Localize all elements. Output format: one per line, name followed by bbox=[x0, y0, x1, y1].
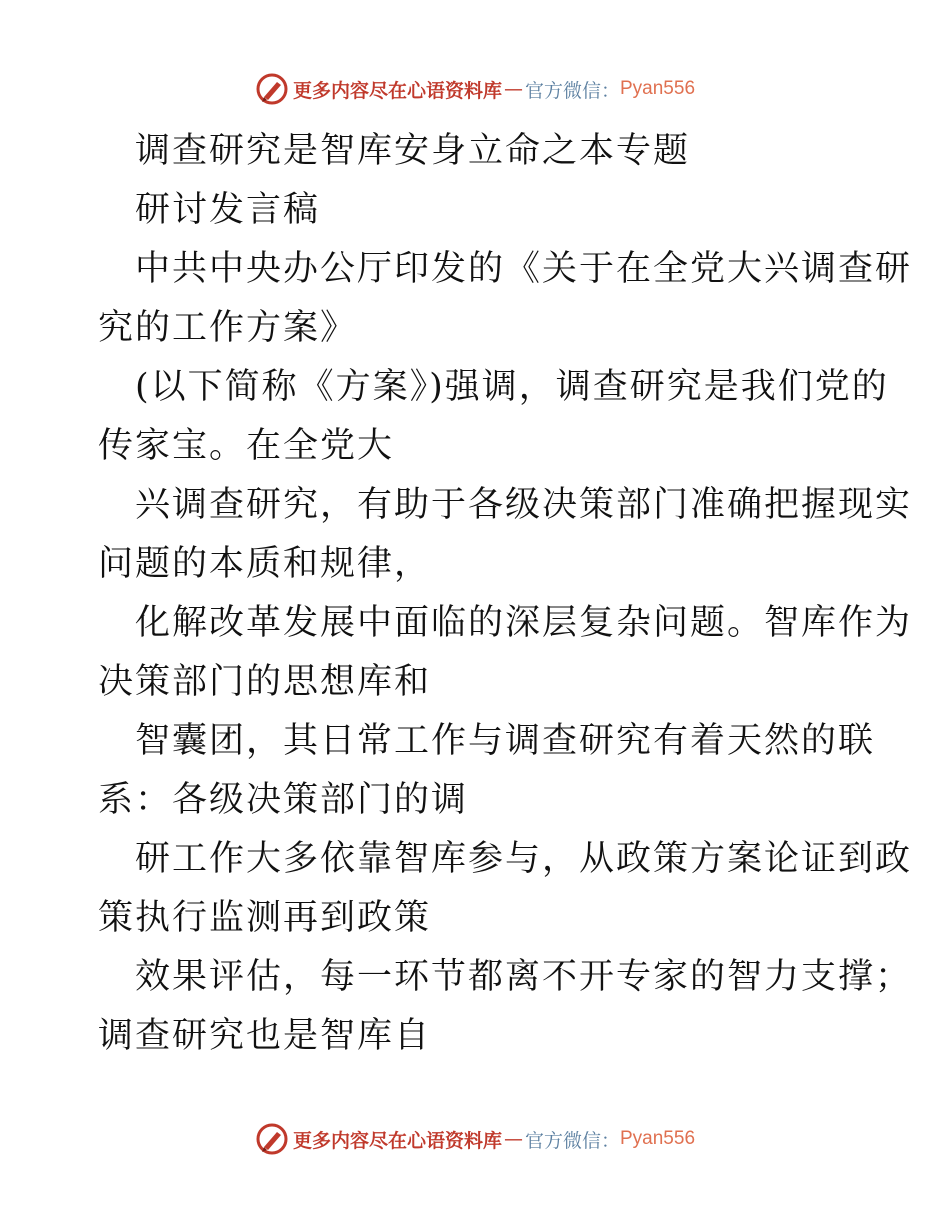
paragraph-line: 系：各级决策部门的调 bbox=[98, 780, 469, 820]
paragraph-line: 效果评估，每一环节都离不开专家的智力支撑； bbox=[135, 957, 913, 997]
paragraph bbox=[98, 122, 858, 181]
paragraph-line: 传家宝。在全党大 bbox=[98, 426, 395, 466]
paragraph-line: 调查研究也是智库自 bbox=[98, 1016, 432, 1056]
paragraph-line: 调查研究是智库安身立命之本专题 bbox=[135, 131, 691, 171]
paragraph-line: 决策部门的思想库和 bbox=[98, 662, 432, 702]
pen-logo-icon bbox=[255, 1122, 289, 1156]
paragraph-line: 中共中央办公厅印发的《关于在全党大兴调查研 bbox=[135, 249, 913, 289]
paragraph bbox=[98, 830, 913, 948]
paragraph-line: 究的工作方案》 bbox=[98, 308, 358, 348]
paragraph-line: 研工作大多依靠智库参与，从政策方案论证到政 bbox=[135, 839, 913, 879]
banner-contact-label: 官方微信： bbox=[524, 1129, 620, 1152]
footer-banner bbox=[0, 1122, 950, 1156]
paragraph bbox=[98, 358, 889, 476]
header-banner bbox=[0, 72, 950, 106]
paragraph-line: 策执行监测再到政策 bbox=[98, 898, 432, 938]
paragraph-line: 化解改革发展中面临的深层复杂问题。智库作为 bbox=[135, 603, 913, 643]
paragraph-line: 智囊团，其日常工作与调查研究有着天然的联 bbox=[135, 721, 876, 761]
banner-contact-id: Pyan556 bbox=[620, 78, 696, 99]
paragraph bbox=[98, 948, 913, 1066]
document-body bbox=[98, 122, 913, 1066]
banner-dash: — bbox=[503, 1128, 523, 1150]
paragraph bbox=[98, 240, 913, 358]
banner-contact-id: Pyan556 bbox=[620, 1128, 696, 1149]
pen-logo-icon bbox=[255, 72, 289, 106]
paragraph bbox=[98, 181, 858, 240]
banner-site-text: 更多内容尽在心语资料库 bbox=[292, 79, 502, 102]
paragraph bbox=[98, 712, 876, 830]
paragraph-line: 研讨发言稿 bbox=[135, 190, 321, 230]
paragraph-line: 兴调查研究，有助于各级决策部门准确把握现实 bbox=[135, 485, 913, 525]
banner-contact-label: 官方微信： bbox=[524, 79, 620, 102]
banner-dash: — bbox=[503, 78, 523, 100]
banner-site-text: 更多内容尽在心语资料库 bbox=[292, 1129, 502, 1152]
paragraph bbox=[98, 594, 913, 712]
paragraph bbox=[98, 476, 913, 594]
paragraph-line: (以下简称《方案》)强调，调查研究是我们党的 bbox=[135, 367, 889, 407]
paragraph-line: 问题的本质和规律， bbox=[98, 544, 432, 584]
